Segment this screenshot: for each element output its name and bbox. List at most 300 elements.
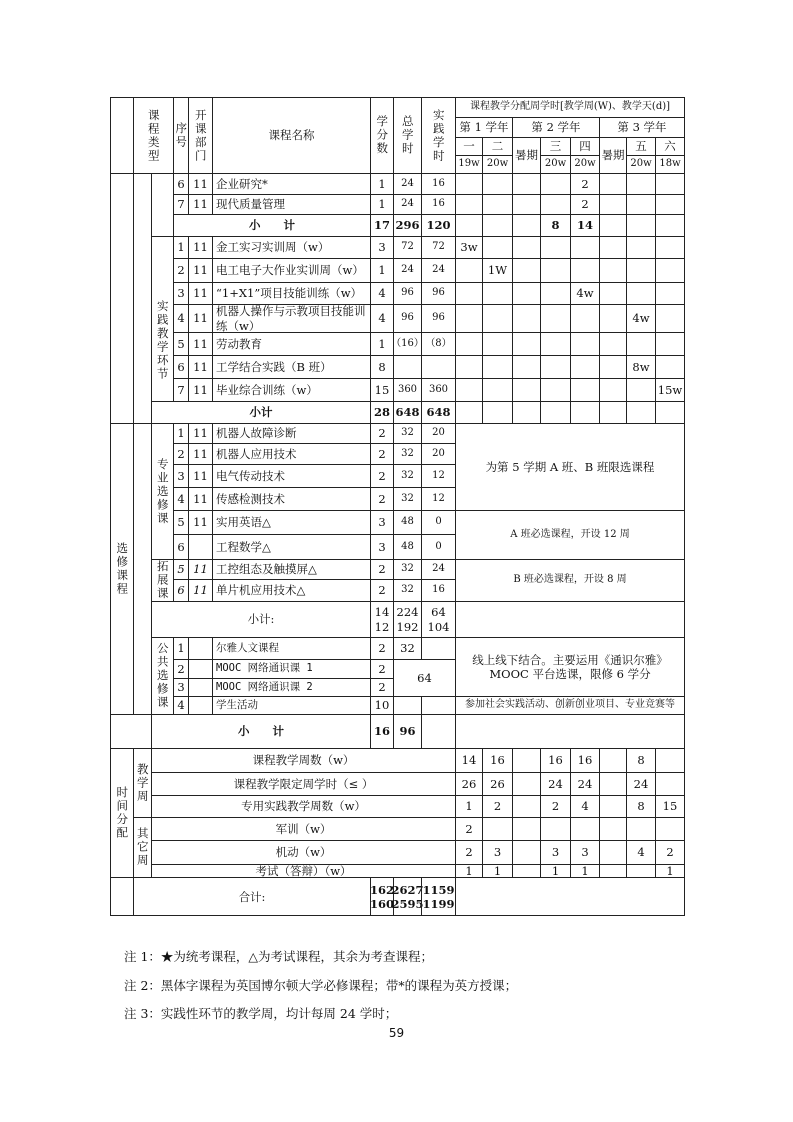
practice-row-4-blank	[599, 304, 626, 332]
core-subtotal-t5	[626, 214, 655, 236]
elective-row-4-credit: 2	[370, 487, 393, 510]
elective-row-7-dept: 11	[188, 559, 212, 579]
public-row-3-blank	[188, 678, 212, 696]
elective-row-1-dept: 11	[188, 423, 212, 443]
public-row-4-blank-2	[393, 696, 421, 714]
header-week-5: 20w	[626, 155, 655, 173]
practice-row-2-t1	[455, 258, 482, 282]
practice-row-1-name: 金工实习实训周（w）	[212, 236, 370, 258]
practice-row-4-t4	[570, 304, 599, 332]
total-credit: 162 160	[370, 877, 393, 916]
core-row-2-dept: 11	[188, 194, 212, 214]
time-row-2-t2: 26	[482, 772, 512, 795]
practice-row-4-credit: 4	[370, 304, 393, 332]
core-row-2-credit: 1	[370, 194, 393, 214]
time-row-1-t1: 14	[455, 748, 482, 772]
section-core-blank-3	[151, 173, 173, 236]
elective-subtotal-hours: 224 192	[393, 601, 421, 637]
practice-row-1-t1: 3w	[455, 236, 482, 258]
time-row-2-blank	[512, 772, 540, 795]
practice-row-5-blank	[599, 332, 626, 355]
elective-row-8-credit: 2	[370, 579, 393, 601]
header-term-2: 二	[482, 137, 512, 155]
elective-row-6-practice: 0	[421, 534, 455, 559]
core-row-2-hours: 24	[393, 194, 421, 214]
public-hours-merged: 64	[393, 659, 455, 696]
elective-row-2-dept: 11	[188, 443, 212, 464]
elective-row-8-seq: 6	[173, 579, 188, 601]
public-row-4-blank	[188, 696, 212, 714]
practice-row-2-dept: 11	[188, 258, 212, 282]
elective-row-4-dept: 11	[188, 487, 212, 510]
public-row-1-blank-2	[421, 637, 455, 659]
elective-row-1-hours: 32	[393, 423, 421, 443]
practice-row-5-t3	[540, 332, 570, 355]
practice-row-7-t6: 15w	[655, 378, 684, 401]
practice-row-4-seq: 4	[173, 304, 188, 332]
core-row-1-t4: 2	[570, 173, 599, 194]
public-row-2-blank	[188, 659, 212, 678]
elective-subtotal-label: 小计:	[151, 601, 370, 637]
practice-subtotal-label: 小计	[151, 401, 370, 423]
time-row-5-blank	[512, 840, 540, 864]
practice-subtotal-blank	[482, 401, 512, 423]
elective-row-6-hours: 48	[393, 534, 421, 559]
time-row-4-t2	[482, 817, 512, 840]
other-week-label: 其它周	[133, 817, 151, 877]
core-subtotal-t2	[482, 214, 512, 236]
time-row-2-t4: 24	[570, 772, 599, 795]
section-core-blank-2	[133, 173, 151, 464]
elective-row-1-credit: 2	[370, 423, 393, 443]
time-row-6-blank	[599, 864, 626, 877]
public-row-4-name: 学生活动	[212, 696, 370, 714]
public-row-4-blank-3	[421, 696, 455, 714]
total-practice: 1159 1199	[421, 877, 455, 916]
practice-subtotal-blank	[540, 401, 570, 423]
core-row-1-t1	[455, 173, 482, 194]
public-row-3-credit: 2	[370, 678, 393, 696]
time-row-2-blank	[599, 772, 626, 795]
time-row-5-t1: 2	[455, 840, 482, 864]
header-week-2: 20w	[482, 155, 512, 173]
elective-row-7-seq: 5	[173, 559, 188, 579]
practice-row-1-blank	[599, 236, 626, 258]
time-row-2-t5: 24	[626, 772, 655, 795]
core-subtotal-label: 小 计	[173, 214, 370, 236]
core-row-1-t5	[626, 173, 655, 194]
public-row-3-name: MOOC 网络通识课 2	[212, 678, 370, 696]
header-year2: 第 2 学年	[512, 117, 599, 137]
elective-row-2-hours: 32	[393, 443, 421, 464]
time-row-1-blank	[599, 748, 626, 772]
practice-row-4-name: 机器人操作与示教项目技能训练（w）	[212, 304, 370, 332]
elective-row-3-name: 电气传动技术	[212, 464, 370, 487]
time-row-1-t3: 16	[540, 748, 570, 772]
section-core-blank	[110, 173, 133, 464]
practice-row-5-t6	[655, 332, 684, 355]
practice-subtotal-credit: 28	[370, 401, 393, 423]
practice-row-1-t4	[570, 236, 599, 258]
time-row-5-t6: 2	[655, 840, 684, 864]
practice-row-2-blank	[512, 258, 540, 282]
time-row-3-t3: 2	[540, 795, 570, 817]
header-type: 课程类型	[133, 97, 173, 173]
header-name: 课程名称	[212, 97, 370, 173]
time-row-4-blank	[512, 817, 540, 840]
time-row-5-t4: 3	[570, 840, 599, 864]
core-row-2-seq: 7	[173, 194, 188, 214]
header-dept: 开课部门	[188, 97, 212, 173]
elective-row-8-dept: 11	[188, 579, 212, 601]
elective-note-3: B 班必选课程，开设 8 周	[455, 559, 684, 601]
public-row-2-credit: 2	[370, 659, 393, 678]
practice-row-7-t2	[482, 378, 512, 401]
core-subtotal-blank	[599, 214, 626, 236]
practice-row-2-name: 电工电子大作业实训周（w）	[212, 258, 370, 282]
time-row-6-t6: 1	[655, 864, 684, 877]
header-term-1: 一	[455, 137, 482, 155]
public-row-1-seq: 1	[173, 637, 188, 659]
practice-row-5-dept: 11	[188, 332, 212, 355]
core-row-1-t2	[482, 173, 512, 194]
elective-row-5-dept: 11	[188, 510, 212, 534]
public-row-2-seq: 2	[173, 659, 188, 678]
header-week-4: 20w	[570, 155, 599, 173]
time-row-4-t1: 2	[455, 817, 482, 840]
practice-row-6-t6	[655, 355, 684, 378]
practice-row-6-blank	[512, 355, 540, 378]
core-row-1-dept: 11	[188, 173, 212, 194]
time-row-3-t2: 2	[482, 795, 512, 817]
core-row-2-name: 现代质量管理	[212, 194, 370, 214]
header-blank	[110, 97, 133, 173]
core-subtotal-t4: 14	[570, 214, 599, 236]
header-dist: 课程教学分配周学时[教学周(W)、教学天(d)]	[455, 97, 684, 117]
practice-row-4-t2	[482, 304, 512, 332]
public-subtotal-blank-2	[421, 714, 455, 748]
practice-row-1-t3	[540, 236, 570, 258]
core-row-2-t2	[482, 194, 512, 214]
practice-subtotal-blank	[455, 401, 482, 423]
note-1: 注 1：★为统考课程，△为考试课程，其余为考查课程；	[124, 949, 434, 964]
practice-row-4-t1	[455, 304, 482, 332]
public-subtotal-label: 小 计	[151, 714, 370, 748]
practice-row-3-name: “1+X1”项目技能训练（w）	[212, 282, 370, 304]
note-2: 注 2：黑体字课程为英国博尔顿大学必修课程；带*的课程为英方授课；	[124, 978, 518, 993]
practice-row-6-blank	[599, 355, 626, 378]
elective-blank	[133, 423, 151, 714]
practice-row-3-t1	[455, 282, 482, 304]
core-row-2-t4: 2	[570, 194, 599, 214]
practice-row-7-t3	[540, 378, 570, 401]
practice-row-2-t3	[540, 258, 570, 282]
core-subtotal-t1	[455, 214, 482, 236]
practice-row-5-t1	[455, 332, 482, 355]
elective-row-2-name: 机器人应用技术	[212, 443, 370, 464]
practice-row-2-hours: 24	[393, 258, 421, 282]
time-row-3-blank	[512, 795, 540, 817]
time-row-5-label: 机动（w）	[151, 840, 455, 864]
practice-row-2-t2: 1W	[482, 258, 512, 282]
time-row-2-t1: 26	[455, 772, 482, 795]
table-bottom-border	[110, 915, 685, 916]
elective-row-5-practice: 0	[421, 510, 455, 534]
practice-row-7-t1	[455, 378, 482, 401]
header-summer-1: 暑期	[512, 137, 540, 173]
elective-note-4: 线上线下结合。主要运用《通识尔雅》MOOC 平台选课，限修 6 学分	[455, 637, 684, 696]
time-row-3-t1: 1	[455, 795, 482, 817]
practice-row-7-seq: 7	[173, 378, 188, 401]
practice-row-6-t4	[570, 355, 599, 378]
elective-row-4-seq: 4	[173, 487, 188, 510]
elective-row-4-hours: 32	[393, 487, 421, 510]
practice-section-label: 实践教学环节	[151, 236, 173, 443]
public-row-4-credit: 10	[370, 696, 393, 714]
elective-subtotal-credit: 14 12	[370, 601, 393, 637]
total-label: 合计:	[133, 877, 370, 916]
elective-row-5-name: 实用英语△	[212, 510, 370, 534]
elective-label: 选修课程	[110, 423, 133, 714]
practice-subtotal-blank	[599, 401, 626, 423]
practice-row-2-t6	[655, 258, 684, 282]
time-row-6-t5	[626, 864, 655, 877]
time-row-4-t3	[540, 817, 570, 840]
practice-row-3-dept: 11	[188, 282, 212, 304]
elective-row-6-credit: 3	[370, 534, 393, 559]
practice-row-6-practice	[421, 355, 455, 378]
time-row-2-t3: 24	[540, 772, 570, 795]
time-row-4-t6	[655, 817, 684, 840]
public-subtotal-hours: 96	[393, 714, 421, 748]
practice-row-6-t3	[540, 355, 570, 378]
header-week-1: 19w	[455, 155, 482, 173]
core-row-1-hours: 24	[393, 173, 421, 194]
elective-row-4-practice: 12	[421, 487, 455, 510]
public-subtotal-credit: 16	[370, 714, 393, 748]
time-row-3-t5: 8	[626, 795, 655, 817]
time-row-2-t6	[655, 772, 684, 795]
time-row-1-label: 课程教学周数（w）	[151, 748, 455, 772]
practice-row-5-name: 劳动教育	[212, 332, 370, 355]
header-summer-2: 暑期	[599, 137, 626, 173]
time-row-5-t3: 3	[540, 840, 570, 864]
practice-row-5-seq: 5	[173, 332, 188, 355]
time-row-5-t5: 4	[626, 840, 655, 864]
note-3: 注 3：实践性环节的教学周，均计每周 24 学时；	[124, 1006, 398, 1021]
practice-row-3-t3	[540, 282, 570, 304]
practice-row-4-dept: 11	[188, 304, 212, 332]
practice-row-4-hours: 96	[393, 304, 421, 332]
practice-row-1-t6	[655, 236, 684, 258]
elective-row-2-seq: 2	[173, 443, 188, 464]
time-row-6-label: 考试（答辩）（w）	[151, 864, 455, 877]
elective-row-6-name: 工程数学△	[212, 534, 370, 559]
practice-row-2-seq: 2	[173, 258, 188, 282]
elective-row-3-seq: 3	[173, 464, 188, 487]
public-row-4-seq: 4	[173, 696, 188, 714]
practice-row-5-blank	[512, 332, 540, 355]
practice-row-7-blank	[512, 378, 540, 401]
teaching-week-label: 教学周	[133, 748, 151, 817]
public-row-1-blank	[188, 637, 212, 659]
practice-subtotal-blank	[655, 401, 684, 423]
time-row-3-label: 专用实践教学周数（w）	[151, 795, 455, 817]
practice-row-3-blank	[599, 282, 626, 304]
header-hours: 总学时	[393, 97, 421, 173]
practice-row-4-blank	[512, 304, 540, 332]
header-week-3: 20w	[540, 155, 570, 173]
time-row-4-blank	[599, 817, 626, 840]
practice-subtotal-blank	[570, 401, 599, 423]
practice-row-6-dept: 11	[188, 355, 212, 378]
header-seq: 序号	[173, 97, 188, 173]
elective-row-7-credit: 2	[370, 559, 393, 579]
core-subtotal-hours: 296	[393, 214, 421, 236]
practice-row-4-practice: 96	[421, 304, 455, 332]
practice-subtotal-blank	[512, 401, 540, 423]
core-row-1-credit: 1	[370, 173, 393, 194]
elective-row-7-hours: 32	[393, 559, 421, 579]
header-week-6: 18w	[655, 155, 684, 173]
public-row-2-name: MOOC 网络通识课 1	[212, 659, 370, 678]
practice-row-7-hours: 360	[393, 378, 421, 401]
practice-row-1-seq: 1	[173, 236, 188, 258]
total-blank-2	[455, 877, 684, 916]
elective-row-1-practice: 20	[421, 423, 455, 443]
elective-note-1: 为第 5 学期 A 班、B 班限选课程	[455, 423, 684, 510]
practice-row-6-hours	[393, 355, 421, 378]
core-subtotal-t6	[655, 214, 684, 236]
time-row-1-t4: 16	[570, 748, 599, 772]
header-year1: 第 1 学年	[455, 117, 512, 137]
major-elective-label: 专业选修课	[151, 423, 173, 559]
practice-row-1-blank	[512, 236, 540, 258]
table-right-border	[684, 97, 685, 916]
elective-note-2: A 班必选课程，开设 12 周	[455, 510, 684, 559]
elective-subtotal-blank	[455, 601, 684, 637]
practice-row-7-t4	[570, 378, 599, 401]
practice-row-4-t3	[540, 304, 570, 332]
practice-row-1-dept: 11	[188, 236, 212, 258]
time-row-6-t3: 1	[540, 864, 570, 877]
time-row-1-t6	[655, 748, 684, 772]
elective-row-4-name: 传感检测技术	[212, 487, 370, 510]
core-row-1-blank	[599, 173, 626, 194]
core-row-2-practice: 16	[421, 194, 455, 214]
time-row-1-t5: 8	[626, 748, 655, 772]
practice-row-5-t2	[482, 332, 512, 355]
practice-row-7-practice: 360	[421, 378, 455, 401]
elective-row-8-hours: 32	[393, 579, 421, 601]
practice-subtotal-practice: 648	[421, 401, 455, 423]
elective-row-3-practice: 12	[421, 464, 455, 487]
time-row-5-blank	[599, 840, 626, 864]
core-row-1-name: 企业研究*	[212, 173, 370, 194]
header-practice: 实践学时	[421, 97, 455, 173]
practice-row-6-name: 工学结合实践（B 班）	[212, 355, 370, 378]
elective-row-7-name: 工控组态及触摸屏△	[212, 559, 370, 579]
public-row-1-hours: 32	[393, 637, 421, 659]
header-term-5: 五	[626, 137, 655, 155]
practice-row-3-t2	[482, 282, 512, 304]
elective-row-1-seq: 1	[173, 423, 188, 443]
practice-row-2-blank	[599, 258, 626, 282]
public-row-1-credit: 2	[370, 637, 393, 659]
elective-row-5-hours: 48	[393, 510, 421, 534]
practice-row-5-credit: 1	[370, 332, 393, 355]
practice-row-5-t4	[570, 332, 599, 355]
total-blank-1	[110, 877, 133, 916]
elective-row-3-hours: 32	[393, 464, 421, 487]
practice-row-4-t5: 4w	[626, 304, 655, 332]
core-row-1-blank	[512, 173, 540, 194]
practice-row-3-t6	[655, 282, 684, 304]
core-row-2-t3	[540, 194, 570, 214]
time-allocation-label: 时间分配	[110, 748, 133, 877]
header-term-4: 四	[570, 137, 599, 155]
elective-row-5-seq: 5	[173, 510, 188, 534]
core-subtotal-t3: 8	[540, 214, 570, 236]
time-row-3-t6: 15	[655, 795, 684, 817]
header-year3: 第 3 学年	[599, 117, 684, 137]
practice-row-7-dept: 11	[188, 378, 212, 401]
practice-row-7-blank	[599, 378, 626, 401]
practice-row-6-seq: 6	[173, 355, 188, 378]
practice-row-3-blank	[512, 282, 540, 304]
practice-row-3-t5	[626, 282, 655, 304]
core-row-2-blank	[512, 194, 540, 214]
elective-row-2-credit: 2	[370, 443, 393, 464]
practice-row-5-hours: （16）	[393, 332, 421, 355]
core-row-2-t5	[626, 194, 655, 214]
practice-subtotal-blank	[626, 401, 655, 423]
core-row-2-t6	[655, 194, 684, 214]
elective-row-1-name: 机器人故障诊断	[212, 423, 370, 443]
practice-row-2-credit: 1	[370, 258, 393, 282]
elective-subtotal-practice: 64 104	[421, 601, 455, 637]
practice-row-1-practice: 72	[421, 236, 455, 258]
core-subtotal-practice: 120	[421, 214, 455, 236]
public-subtotal-blank	[110, 714, 151, 748]
practice-subtotal-hours: 648	[393, 401, 421, 423]
practice-row-5-t5	[626, 332, 655, 355]
practice-row-7-t5	[626, 378, 655, 401]
time-row-6-t2: 1	[482, 864, 512, 877]
elective-row-7-practice: 24	[421, 559, 455, 579]
practice-row-2-t4	[570, 258, 599, 282]
practice-row-3-seq: 3	[173, 282, 188, 304]
header-term-3: 三	[540, 137, 570, 155]
core-row-2-blank	[599, 194, 626, 214]
practice-row-6-credit: 8	[370, 355, 393, 378]
practice-row-4-t6	[655, 304, 684, 332]
practice-row-6-t1	[455, 355, 482, 378]
elective-note-5: 参加社会实践活动、创新创业项目、专业竞赛等	[455, 696, 684, 714]
elective-row-2-practice: 20	[421, 443, 455, 464]
core-row-1-practice: 16	[421, 173, 455, 194]
elective-row-5-credit: 3	[370, 510, 393, 534]
time-row-6-blank	[512, 864, 540, 877]
core-row-1-t3	[540, 173, 570, 194]
extension-label: 拓展课	[151, 559, 173, 601]
time-row-4-t5	[626, 817, 655, 840]
practice-row-3-practice: 96	[421, 282, 455, 304]
practice-row-6-t5: 8w	[626, 355, 655, 378]
elective-row-6-dept	[188, 534, 212, 559]
practice-row-2-t5	[626, 258, 655, 282]
time-row-5-t2: 3	[482, 840, 512, 864]
